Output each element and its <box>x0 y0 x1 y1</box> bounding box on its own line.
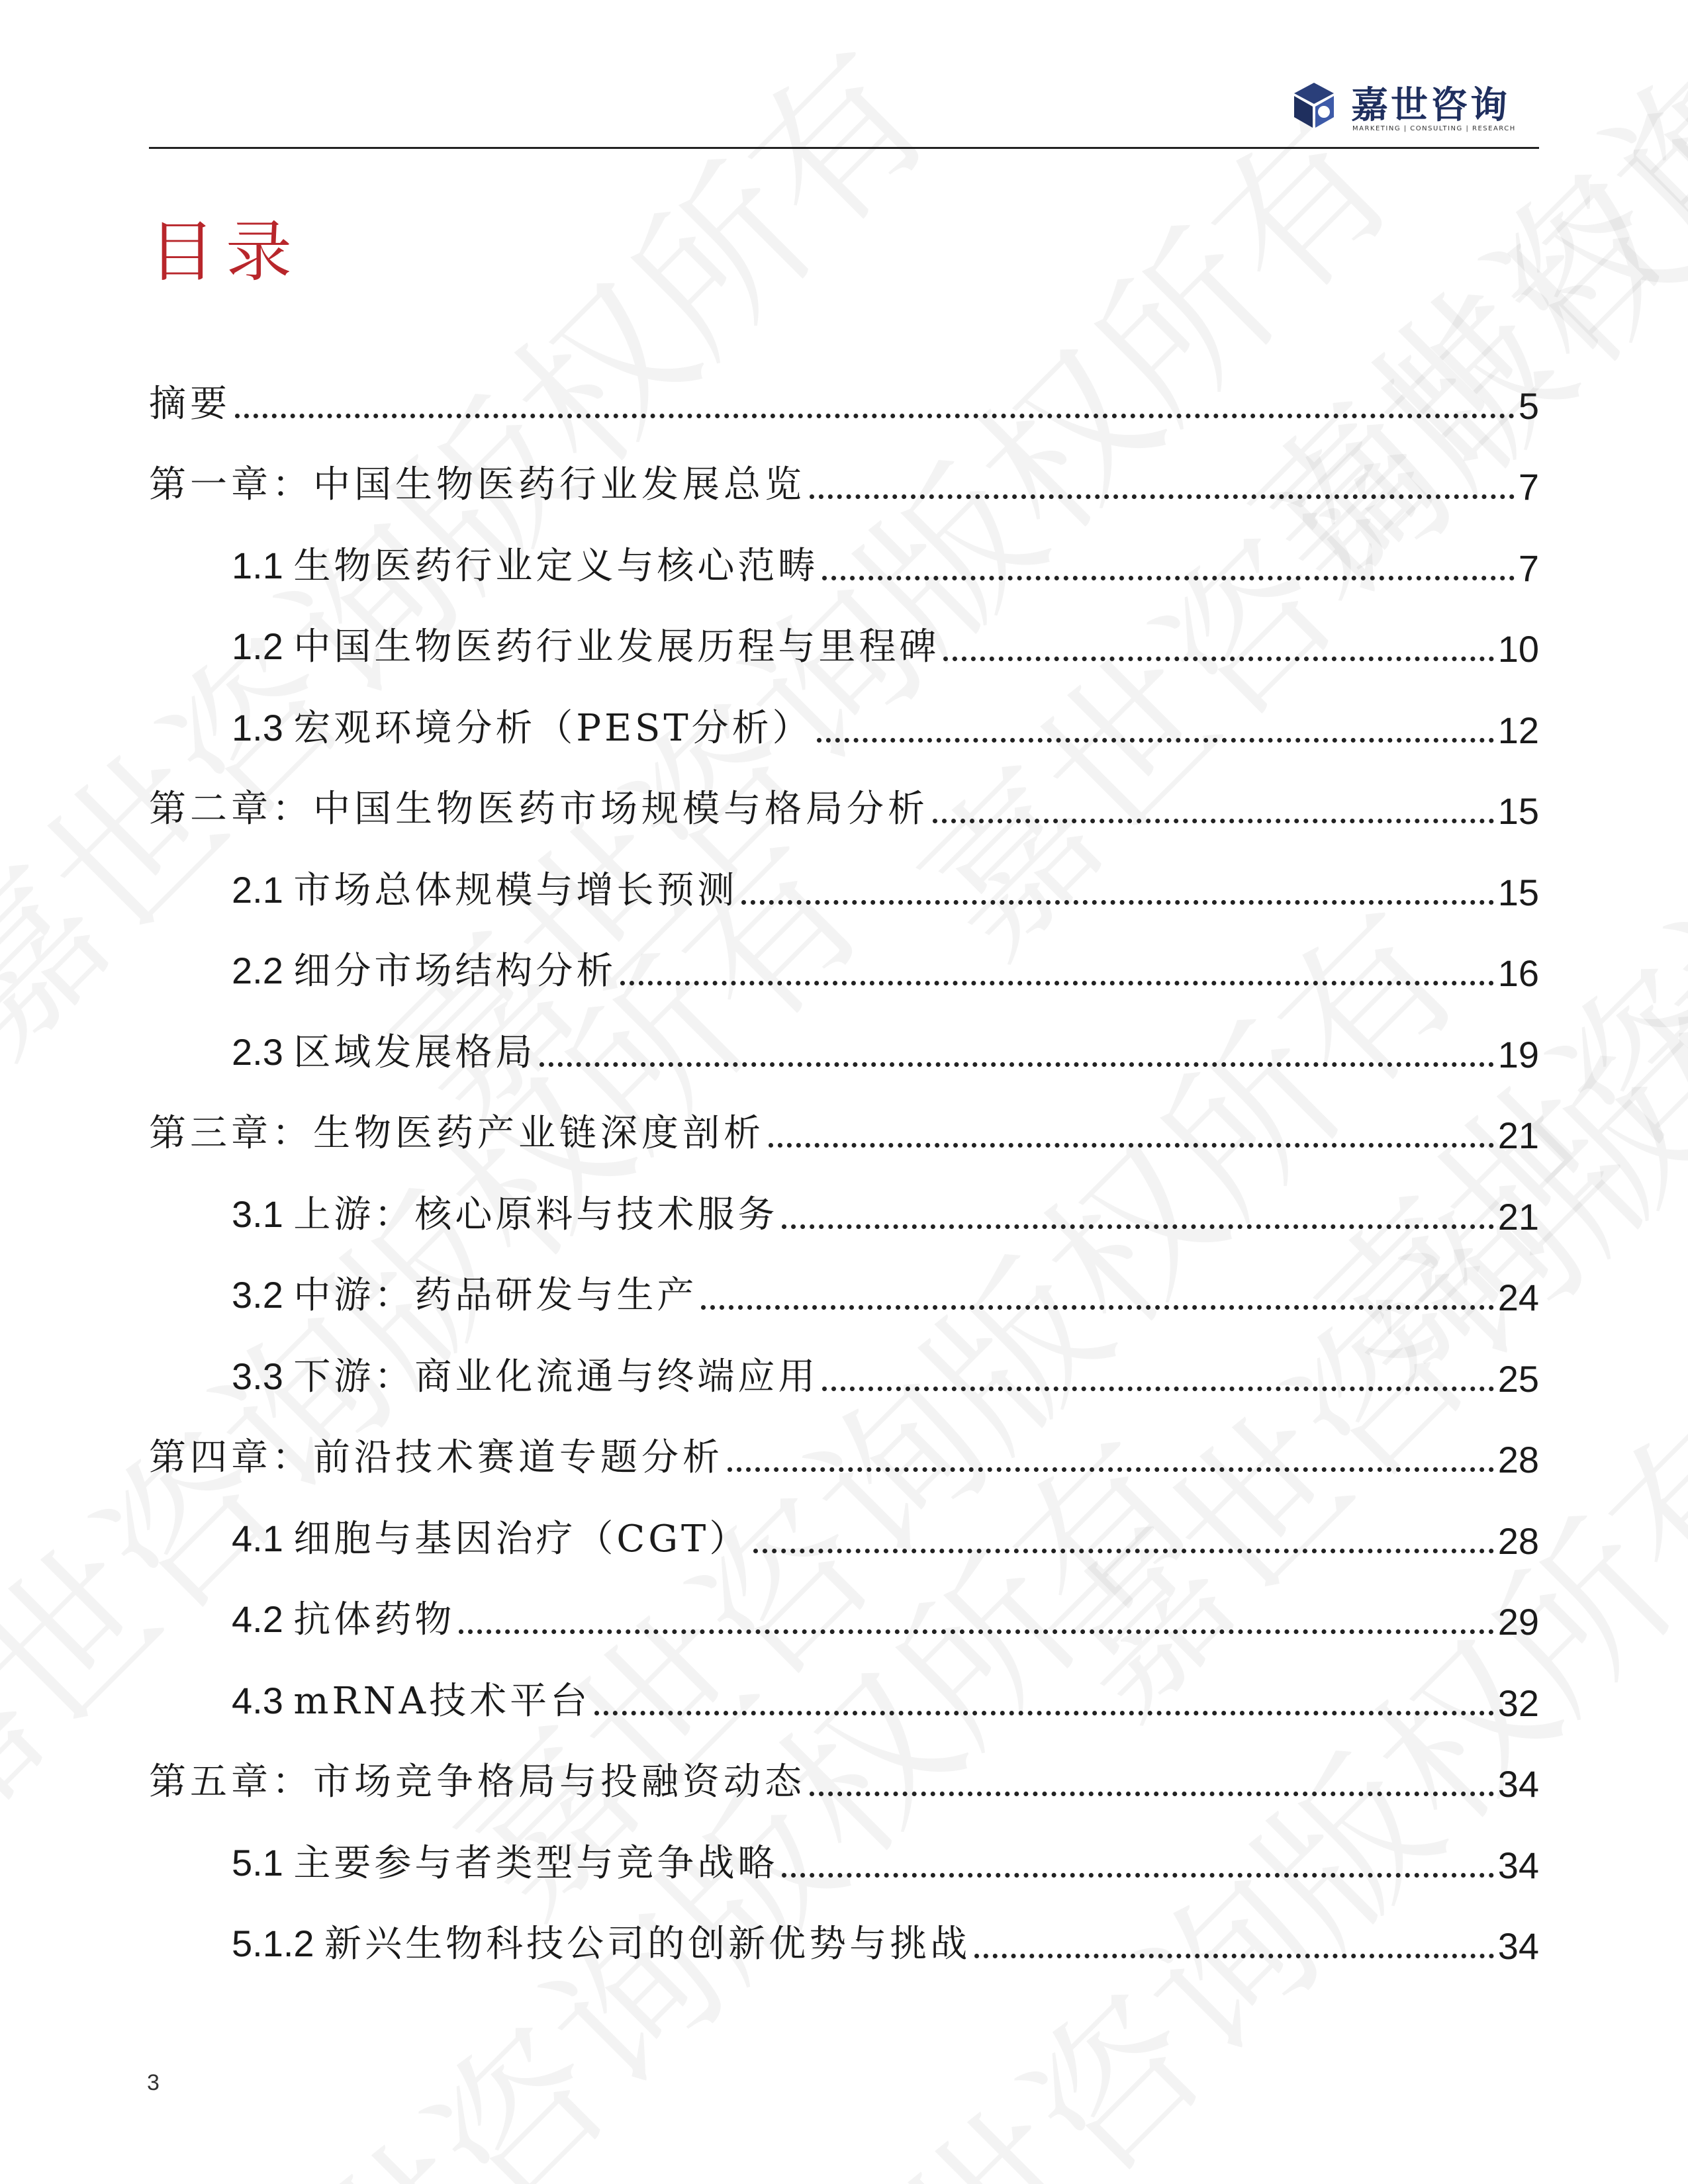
toc-section-number: 2.3 <box>232 1030 294 1073</box>
toc-page-number: 16 <box>1497 952 1539 994</box>
toc-page-number: 28 <box>1497 1520 1539 1562</box>
toc-subentry[interactable] <box>149 1240 1539 1321</box>
toc-dot-leader <box>459 1629 1493 1634</box>
toc-subentry[interactable] <box>149 1888 1539 1970</box>
toc-entry-label <box>232 1915 970 1968</box>
toc-section-number: 5.1.2 <box>232 1923 325 1964</box>
toc-subentry[interactable] <box>149 1645 1539 1726</box>
toc-entry-label <box>149 455 806 508</box>
toc-chapter-entry[interactable] <box>149 429 1539 510</box>
toc-dot-leader <box>822 1387 1493 1391</box>
toc-subentry[interactable] <box>149 1807 1539 1888</box>
toc-entry-label <box>232 1347 818 1400</box>
toc-chapter-entry[interactable] <box>149 1077 1539 1159</box>
toc-page-number: 32 <box>1497 1682 1539 1724</box>
toc-entry-label <box>232 1590 455 1643</box>
toc-entry-text: 第四章：前沿技术赛道专题分析 <box>149 1436 724 1479</box>
toc-page-number: 34 <box>1497 1925 1539 1967</box>
toc-dot-leader <box>943 657 1493 661</box>
toc-page-number: 28 <box>1497 1439 1539 1480</box>
table-of-contents <box>149 347 1539 1969</box>
toc-entry-label <box>149 375 231 428</box>
toc-page-number: 12 <box>1497 709 1539 751</box>
toc-dot-leader <box>594 1711 1494 1715</box>
toc-dot-leader <box>620 981 1493 985</box>
toc-dot-leader <box>817 738 1494 743</box>
toc-entry-label <box>149 1428 724 1481</box>
toc-entry-label <box>232 1185 778 1238</box>
toc-chapter-entry[interactable] <box>149 347 1539 429</box>
toc-dot-leader <box>782 1873 1493 1878</box>
toc-entry-label <box>232 861 737 914</box>
toc-dot-leader <box>235 414 1515 418</box>
toc-section-number: 3.2 <box>232 1274 294 1316</box>
toc-entry-label <box>149 1104 765 1157</box>
toc-page-number: 19 <box>1497 1033 1539 1075</box>
toc-subentry[interactable] <box>149 591 1539 672</box>
toc-subentry[interactable] <box>149 1482 1539 1564</box>
toc-entry-text: 细胞与基因治疗（CGT） <box>293 1517 750 1561</box>
toc-subentry[interactable] <box>149 672 1539 753</box>
toc-entry-text: 第三章：生物医药产业链深度剖析 <box>149 1112 765 1155</box>
toc-page-number: 21 <box>1497 1195 1539 1238</box>
toc-subentry[interactable] <box>149 510 1539 591</box>
toc-page-number: 10 <box>1497 628 1539 670</box>
toc-chapter-entry[interactable] <box>149 753 1539 835</box>
toc-entry-text: 第一章：中国生物医药行业发展总览 <box>149 463 806 506</box>
toc-dot-leader <box>741 900 1493 905</box>
toc-entry-text: 中国生物医药行业发展历程与里程碑 <box>293 625 940 668</box>
toc-entry-label <box>232 699 813 752</box>
toc-entry-text: 摘要 <box>149 382 231 426</box>
toc-entry-text: 生物医药行业定义与核心范畴 <box>293 544 819 588</box>
toc-entry-label <box>232 1672 590 1725</box>
toc-entry-label <box>232 1023 536 1076</box>
brand-name: 嘉世咨询 <box>1351 84 1510 127</box>
toc-dot-leader <box>701 1305 1493 1310</box>
toc-page-number: 34 <box>1497 1844 1539 1886</box>
toc-section-number: 3.1 <box>232 1193 294 1235</box>
toc-section-number: 2.2 <box>232 950 294 991</box>
toc-page-number: 21 <box>1497 1115 1539 1156</box>
toc-page-number: 25 <box>1497 1357 1539 1400</box>
toc-entry-text: 宏观环境分析（PEST分析） <box>293 706 813 750</box>
toc-entry-label <box>232 942 616 995</box>
toc-entry-text: 第五章：市场竞争格局与投融资动态 <box>149 1760 806 1803</box>
toc-dot-leader <box>810 1792 1494 1796</box>
toc-dot-leader <box>974 1954 1494 1958</box>
toc-entry-text: 细分市场结构分析 <box>293 950 617 993</box>
toc-dot-leader <box>727 1467 1494 1472</box>
header-divider <box>149 147 1539 149</box>
toc-subentry[interactable] <box>149 834 1539 915</box>
toc-section-number: 1.2 <box>232 625 294 667</box>
toc-subentry[interactable] <box>149 1564 1539 1645</box>
toc-page-number: 15 <box>1497 871 1539 913</box>
cube-logo-icon <box>1288 79 1340 132</box>
toc-page-number: 7 <box>1518 547 1539 589</box>
toc-entry-text: 下游：商业化流通与终端应用 <box>293 1355 819 1398</box>
toc-entry-label <box>149 780 929 833</box>
toc-dot-leader <box>933 819 1494 823</box>
toc-section-number: 4.1 <box>232 1517 294 1559</box>
toc-dot-leader <box>822 576 1514 580</box>
toc-entry-text: 新兴生物科技公司的创新优势与挑战 <box>324 1923 971 1966</box>
toc-page-number: 5 <box>1518 385 1539 427</box>
toc-subentry[interactable] <box>149 1158 1539 1240</box>
toc-dot-leader <box>810 494 1515 499</box>
toc-entry-text: 第二章：中国生物医药市场规模与格局分析 <box>149 788 929 831</box>
toc-entry-text: 上游：核心原料与技术服务 <box>293 1193 778 1236</box>
toc-section-number: 3.3 <box>232 1355 294 1397</box>
toc-entry-label <box>232 537 818 590</box>
toc-section-number: 4.3 <box>232 1679 294 1721</box>
toc-page-number: 24 <box>1497 1277 1539 1318</box>
toc-section-number: 2.1 <box>232 868 294 911</box>
toc-chapter-entry[interactable] <box>149 1726 1539 1807</box>
toc-page-number: 34 <box>1497 1763 1539 1805</box>
toc-subentry[interactable] <box>149 1320 1539 1402</box>
toc-section-number: 4.2 <box>232 1598 294 1640</box>
toc-subentry[interactable] <box>149 996 1539 1077</box>
brand-logo <box>1288 75 1539 141</box>
toc-section-number: 1.3 <box>232 706 294 749</box>
toc-dot-leader <box>769 1143 1494 1148</box>
toc-entry-text: 市场总体规模与增长预测 <box>293 868 738 912</box>
page-number: 3 <box>147 2070 160 2095</box>
toc-entry-label <box>232 1266 697 1319</box>
toc-entry-text: 中游：药品研发与生产 <box>293 1274 698 1317</box>
toc-entry-label <box>232 617 939 670</box>
page-title: 目录 <box>149 213 303 291</box>
toc-section-number: 1.1 <box>232 544 294 586</box>
toc-page-number: 15 <box>1497 790 1539 832</box>
toc-page-number: 7 <box>1518 466 1539 508</box>
toc-entry-label <box>232 1834 778 1887</box>
toc-chapter-entry[interactable] <box>149 1402 1539 1483</box>
toc-entry-label <box>232 1510 749 1563</box>
toc-entry-label <box>149 1752 806 1805</box>
toc-dot-leader <box>782 1224 1493 1229</box>
toc-dot-leader <box>753 1549 1493 1553</box>
toc-entry-text: 区域发展格局 <box>293 1030 536 1074</box>
toc-entry-text: 抗体药物 <box>293 1598 455 1641</box>
brand-tagline: MARKETING | CONSULTING | RESEARCH <box>1352 125 1516 132</box>
toc-section-number: 5.1 <box>232 1841 294 1884</box>
toc-entry-text: mRNA技术平台 <box>293 1679 591 1723</box>
toc-dot-leader <box>539 1062 1493 1067</box>
page-header <box>149 63 1539 149</box>
toc-page-number: 29 <box>1497 1601 1539 1643</box>
toc-subentry[interactable] <box>149 915 1539 997</box>
toc-entry-text: 主要参与者类型与竞争战略 <box>293 1841 778 1885</box>
